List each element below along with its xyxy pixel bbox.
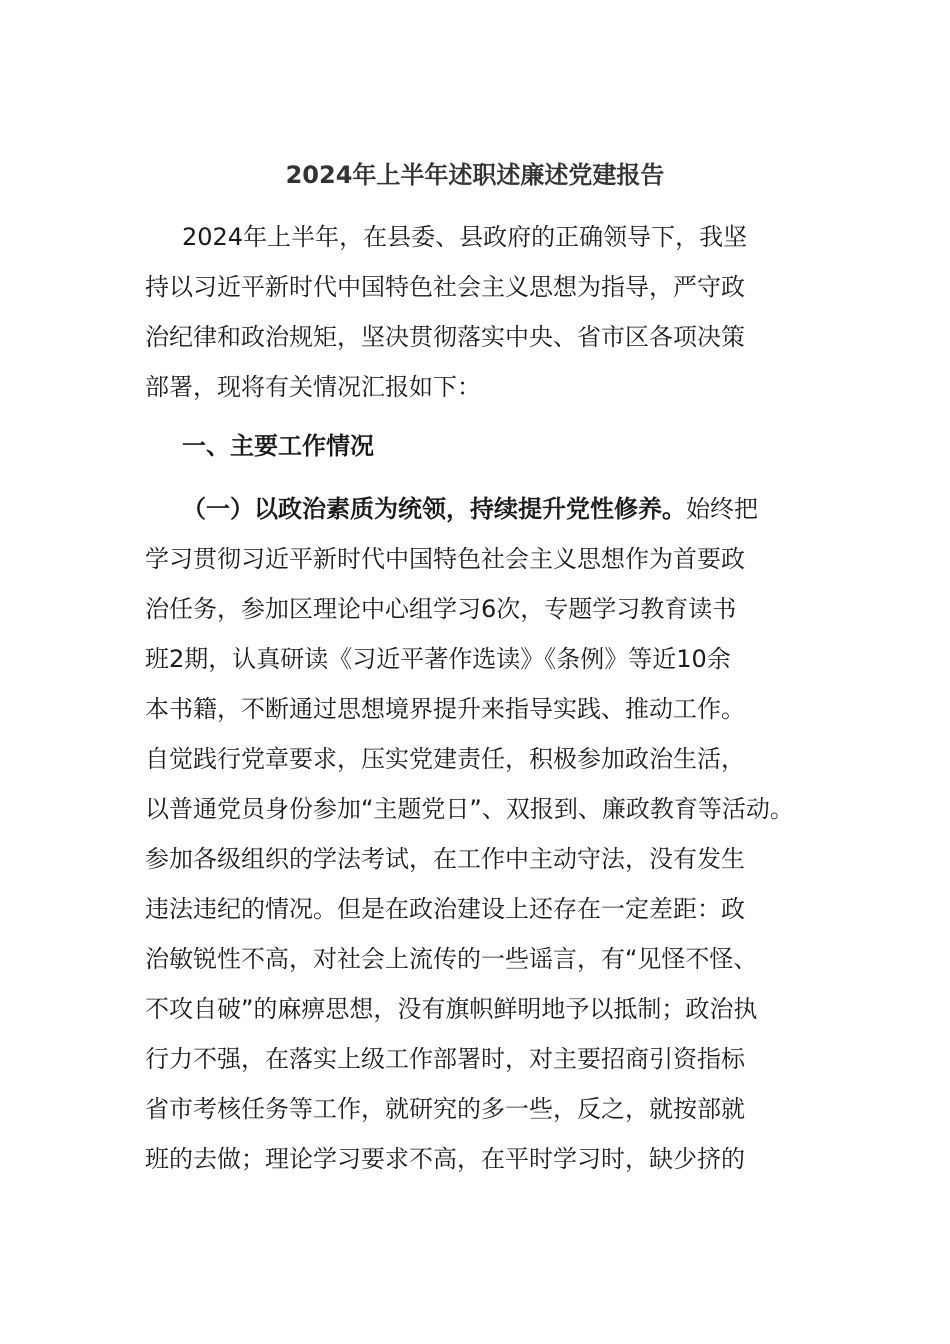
paragraph-line: 班的去做；理论学习要求不高，在平时学习时，缺少挤的 [145, 1145, 745, 1173]
paragraph-line: 自觉践行党章要求，压实党建责任，积极参加政治生活， [145, 745, 745, 773]
paragraph-line: 本书籍，不断通过思想境界提升来指导实践、推动工作。 [145, 695, 745, 723]
intro-paragraph [145, 212, 835, 412]
paragraph-line: 部署，现将有关情况汇报如下： [145, 373, 481, 401]
paragraph-line: 参加各级组织的学法考试，在工作中主动守法，没有发生 [145, 845, 745, 873]
paragraph-line: 学习贯彻习近平新时代中国特色社会主义思想作为首要政 [145, 545, 745, 573]
section-heading: 一、主要工作情况 [182, 432, 374, 460]
paragraph-line: 省市考核任务等工作，就研究的多一些，反之，就按部就 [145, 1095, 745, 1123]
paragraph-line: 治敏锐性不高，对社会上流传的一些谣言，有“见怪不怪、 [145, 945, 758, 973]
paragraph-line: 不攻自破”的麻痹思想，没有旗帜鲜明地予以抵制；政治执 [145, 995, 758, 1023]
paragraph-text: 始终把 [686, 495, 758, 523]
paragraph-first-line [145, 484, 835, 534]
paragraph-line: 行力不强，在落实上级工作部署时，对主要招商引资指标 [145, 1045, 745, 1073]
paragraph-line: 班2期，认真研读《习近平著作选读》《条例》等近10余 [145, 645, 731, 673]
subsection-paragraph [145, 484, 835, 1184]
subsection-title: （一）以政治素质为统领，持续提升党性修养。 [182, 495, 686, 523]
paragraph-line: 以普通党员身份参加“主题党日”、双报到、廉政教育等活动。 [145, 795, 794, 823]
paragraph-line: 治任务，参加区理论中心组学习6次，专题学习教育读书 [145, 595, 737, 623]
paragraph-line: 2024年上半年，在县委、县政府的正确领导下，我坚 [182, 223, 748, 251]
paragraph-line: 违法违纪的情况。但是在政治建设上还存在一定差距：政 [145, 895, 745, 923]
paragraph-line: 治纪律和政治规矩，坚决贯彻落实中央、省市区各项决策 [145, 323, 745, 351]
paragraph-line: 持以习近平新时代中国特色社会主义思想为指导，严守政 [145, 273, 745, 301]
document-title: 2024年上半年述职述廉述党建报告 [285, 161, 665, 189]
